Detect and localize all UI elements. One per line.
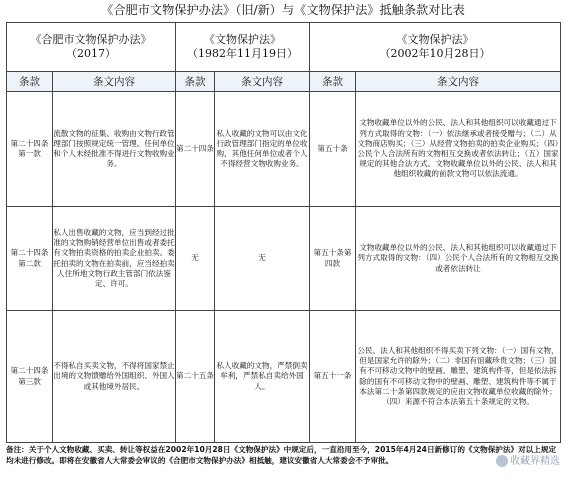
article-text: 私人出售收藏的文物，应当到经过批准的文物购销经营单位出售或者委托有文物拍卖资格的拍卖企业拍卖。委托拍卖的文物在拍卖前，应当经拍卖人住所地文物行政主管部门依法鉴定、许可。 xyxy=(53,207,176,311)
wechat-icon xyxy=(496,455,508,467)
footnote: 备注：关于个人文物收藏、买卖、转让等权益在2002年10月28日《文物保护法》中规定后，一直沿用至今，2015年4月24日新修订的《文物保护法》对以上规定均未进行修改。即将在安徽省人大常委会审议的《合肥市文物保护办法》相抵触，建议安徽省人大常委会不予审批。 xyxy=(6,445,557,465)
watermark-text: 收藏界精选 xyxy=(510,456,560,467)
header-law-date: （1982年11月19日） xyxy=(187,47,298,60)
col-article-header: 条款 xyxy=(7,72,53,92)
article-label: 第二十四条第三款 xyxy=(7,311,53,443)
col-content-header: 条文内容 xyxy=(356,72,561,92)
header-law-date: （2002年10月28日） xyxy=(379,47,491,60)
article-label: 第二十四条第二款 xyxy=(7,207,53,311)
article-text: 私人收藏的文物可以由文化行政管理部门指定的单位收购，其他任何单位或者个人不得经营文物收购业务。 xyxy=(215,92,310,207)
col-article-header: 条款 xyxy=(310,72,356,92)
table-row xyxy=(7,92,561,207)
header-law-year: （2017） xyxy=(66,47,116,60)
header-law-name: 《文物保护法》 xyxy=(204,33,281,46)
article-label: 无 xyxy=(176,207,215,311)
article-text: 私人收藏的文物，严禁倒卖牟利，严禁私自卖给外国人。 xyxy=(215,311,310,443)
table-row xyxy=(7,207,561,311)
article-text: 流散文物的征集、收购由文物行政管理部门按照规定统一管理。任何单位和个人未经批准不得进行文物收购业务。 xyxy=(53,92,176,207)
article-text: 无 xyxy=(215,207,310,311)
col-content-header: 条文内容 xyxy=(53,72,176,92)
article-label: 第二十五条 xyxy=(176,311,215,443)
article-label: 第五十条 xyxy=(310,92,356,207)
law-header-row xyxy=(7,23,561,72)
article-label: 第五十条第四款 xyxy=(310,207,356,311)
table-row xyxy=(7,311,561,443)
header-hefei-2017 xyxy=(7,23,176,72)
comparison-table xyxy=(6,22,561,443)
article-label: 第二十四条 xyxy=(176,92,215,207)
watermark xyxy=(496,452,560,467)
article-text: 公民、法人和其他组织不得买卖下列文物：（一）国有文物，但是国家允许的除外；（二）非国有馆藏珍贵文物；（三）国有不可移动文物中的壁画、雕塑、建筑构件等，但是依法拆除的国有不可移动文物中的壁画、雕塑、建筑构件等不属于本法第二十条第四款规定的应由文物收藏单位收藏的除外；（四）来源不符合本法第五十条规定的文物。 xyxy=(356,311,561,443)
page-title: 《合肥市文物保护办法》（旧/新）与《文物保护法》抵触条款对比表 xyxy=(101,3,465,17)
header-law-name: 《文物保护法》 xyxy=(396,33,474,46)
article-label: 第二十四条第一款 xyxy=(7,92,53,207)
article-text: 文物收藏单位以外的公民、法人和其他组织可以收藏通过下列方式取得的文物：（四）公民个人合法所有的文物相互交换或者依法转让 xyxy=(356,207,561,311)
header-law-name: 《合肥市文物保护办法》 xyxy=(30,33,152,46)
col-article-header: 条款 xyxy=(176,72,215,92)
column-header-row xyxy=(7,72,561,92)
col-content-header: 条文内容 xyxy=(215,72,310,92)
article-text: 不得私自买卖文物，不得将国家禁止出境的文物馈赠给外国组织、外国人或其他境外居民。 xyxy=(53,311,176,443)
article-label: 第五十一条 xyxy=(310,311,356,443)
article-text: 文物收藏单位以外的公民、法人和其他组织可以收藏通过下列方式取得的文物：（一）依法继承或者接受赠与；（二）从文物商店购买；（三）从经营文物拍卖的拍卖企业购买；（四）公民个人合法所有的文物相互交换或者依法转让；（五）国家规定的其他合法方式。文物收藏单位以外的公民、法人和其他组织收藏的前款文物可以依法流通。 xyxy=(356,92,561,207)
header-law-2002 xyxy=(310,23,561,72)
header-law-1982 xyxy=(176,23,310,72)
